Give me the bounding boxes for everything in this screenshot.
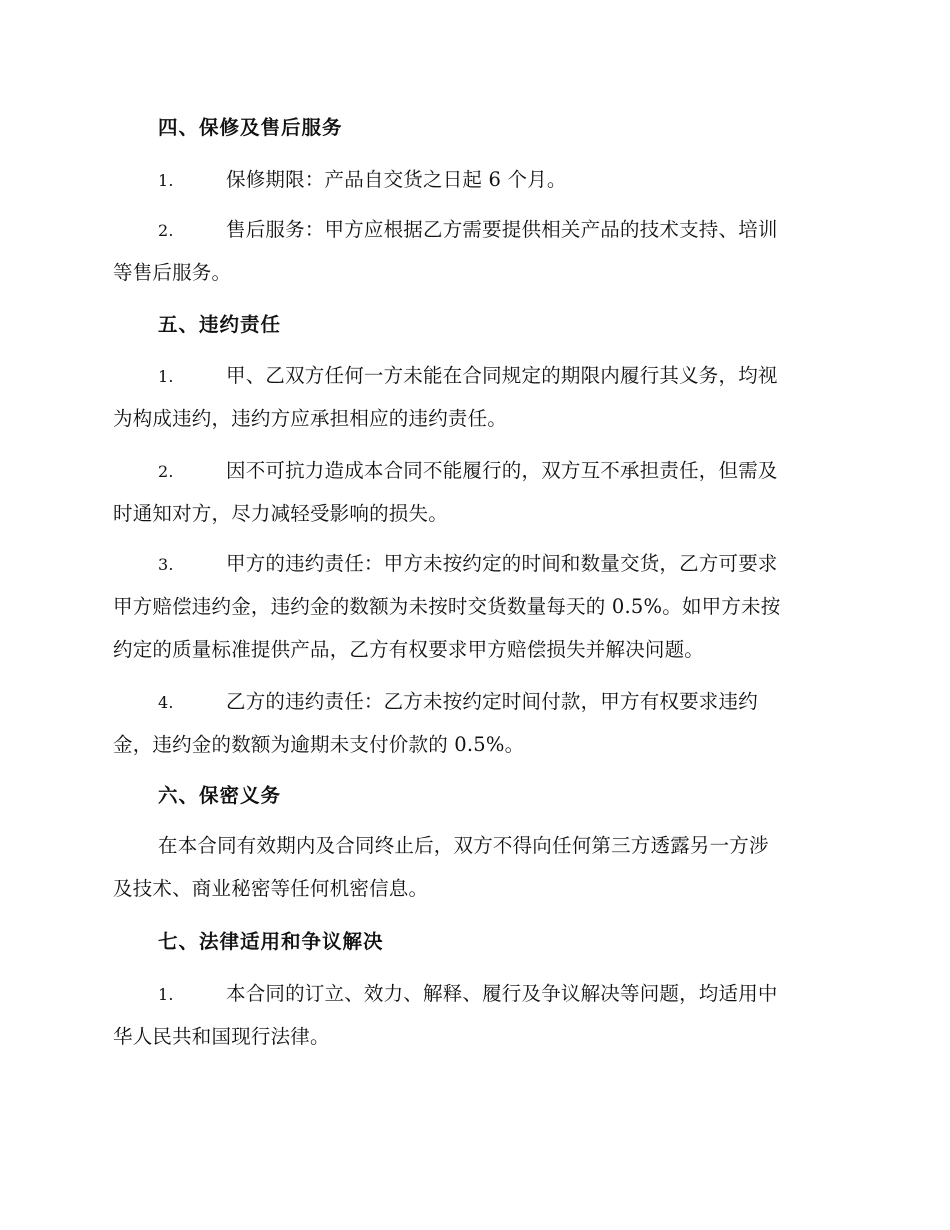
clause-text: 甲方的违约责任：甲方未按约定的时间和数量交货，乙方可要求 — [226, 552, 778, 575]
clause-text: 因不可抗力造成本合同不能履行的，双方互不承担责任，但需及 — [226, 459, 778, 482]
clause-5-2 — [158, 457, 878, 486]
section-heading-7: 七、法律适用和争议解决 — [158, 930, 384, 953]
clause-5-3-cont2: 约定的质量标准提供产品，乙方有权要求甲方赔偿损失并解决问题。 — [113, 638, 705, 661]
section-heading-6: 六、保密义务 — [158, 784, 282, 807]
clause-4-2-cont: 等售后服务。 — [113, 261, 232, 284]
clause-5-1 — [158, 362, 878, 391]
clause-text: 本合同的订立、效力、解释、履行及争议解决等问题，均适用中 — [226, 982, 778, 1005]
section-heading-5: 五、违约责任 — [158, 313, 282, 336]
clause-5-4-cont: 金，违约金的数额为逾期未支付价款的 0.5%。 — [113, 733, 525, 756]
clause-5-1-cont: 为构成违约，违约方应承担相应的违约责任。 — [113, 407, 508, 430]
clause-text: 售后服务：甲方应根据乙方需要提供相关产品的技术支持、培训 — [226, 218, 778, 241]
clause-number: 2. — [158, 462, 174, 481]
clause-number: 1. — [158, 367, 174, 386]
clause-5-3 — [158, 550, 878, 579]
paragraph-6: 在本合同有效期内及合同终止后，双方不得向任何第三方透露另一方涉 — [158, 834, 769, 857]
clause-5-4 — [158, 688, 878, 717]
clause-number: 1. — [158, 985, 174, 1004]
clause-number: 2. — [158, 221, 174, 240]
clause-text: 保修期限：产品自交货之日起 6 个月。 — [226, 168, 567, 191]
clause-4-2 — [158, 216, 878, 245]
clause-number: 4. — [158, 693, 174, 712]
clause-text: 乙方的违约责任：乙方未按约定时间付款，甲方有权要求违约 — [226, 690, 758, 713]
clause-4-1 — [158, 166, 878, 195]
clause-number: 3. — [158, 555, 174, 574]
clause-text: 甲、乙双方任何一方未能在合同规定的期限内履行其义务，均视 — [226, 364, 778, 387]
section-heading-4: 四、保修及售后服务 — [158, 116, 343, 139]
clause-5-3-cont: 甲方赔偿违约金，违约金的数额为未按时交货数量每天的 0.5%。如甲方未按 — [113, 595, 781, 618]
paragraph-6-cont: 及技术、商业秘密等任何机密信息。 — [113, 877, 429, 900]
clause-7-1-cont: 华人民共和国现行法律。 — [113, 1025, 330, 1048]
clause-7-1 — [158, 980, 878, 1009]
clause-5-2-cont: 时通知对方，尽力减轻受影响的损失。 — [113, 502, 448, 525]
clause-number: 1. — [158, 171, 174, 190]
